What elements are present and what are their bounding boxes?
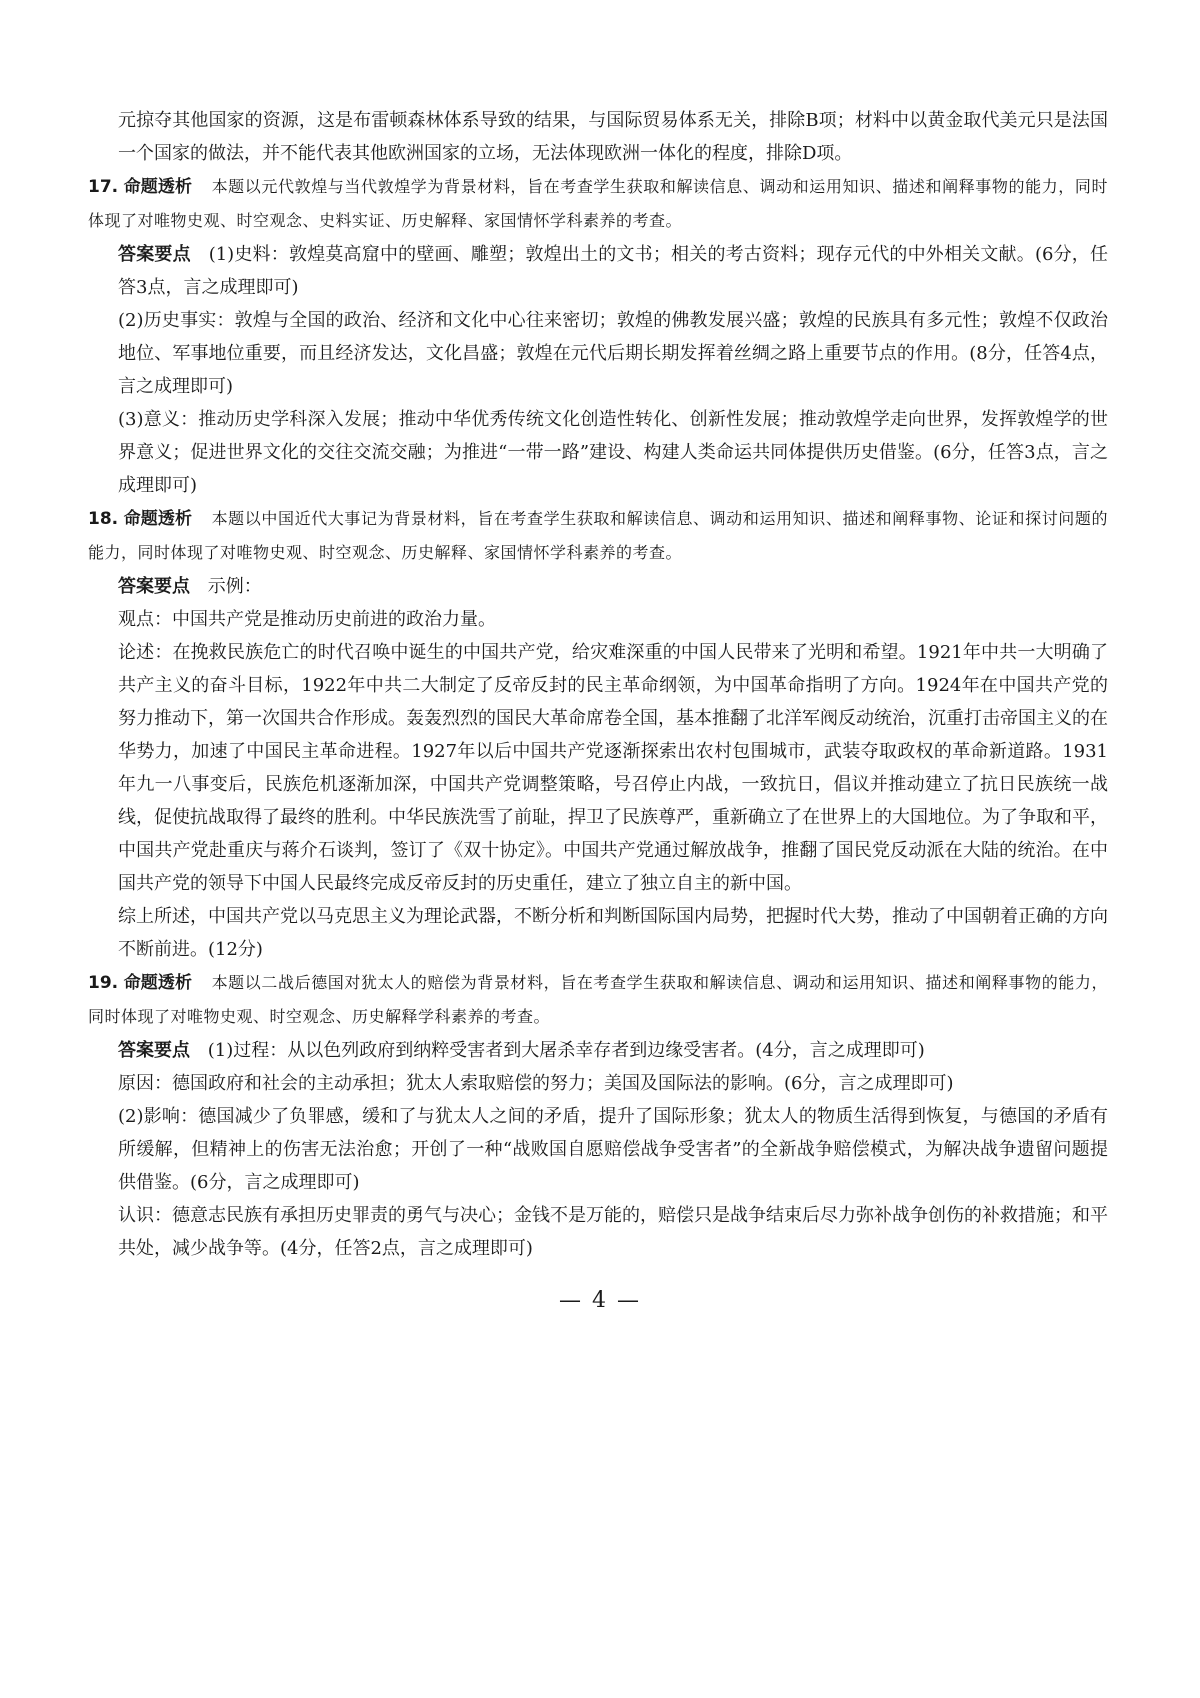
question-analysis — [88, 170, 1108, 238]
answer-paragraph: 论述：在挽救民族危亡的时代召唤中诞生的中国共产党，给灾难深重的中国人民带来了光明和希望。1921年中共一大明确了共产主义的奋斗目标，1922年中共二大制定了反帝反封的民主革命纲领，为中国革命指明了方向。1924年在中国共产党的努力推动下，第一次国共合作形成。轰轰烈烈的国民大革命席卷全国，基本推翻了北洋军阀反动统治，沉重打击帝国主义的在华势力，加速了中国民主革命进程。1927年以后中国共产党逐渐探索出农村包围城市，武装夺取政权的革命新道路。1931年九一八事变后，民族危机逐渐加深，中国共产党调整策略，号召停止内战，一致抗日，倡议并推动建立了抗日民族统一战线，促使抗战取得了最终的胜利。中华民族洗雪了前耻，捍卫了民族尊严，重新确立了在世界上的大国地位。为了争取和平，中国共产党赴重庆与蒋介石谈判，签订了《双十协定》。中国共产党通过解放战争，推翻了国民党反动派在大陆的统治。在中国共产党的领导下中国人民最终完成反帝反封的历史重任，建立了独立自主的新中国。 — [118, 642, 1108, 894]
question-18 — [88, 502, 1108, 966]
analysis-text: 本题以中国近代大事记为背景材料，旨在考查学生获取和解读信息、调动和运用知识、描述和阐释事物、论证和探讨问题的能力，同时体现了对唯物史观、时空观念、历史解释、家国情怀学科素养的考查。 — [88, 509, 1109, 562]
answer-label: 答案要点 — [118, 1040, 190, 1061]
analysis-text: 本题以元代敦煌与当代敦煌学为背景材料，旨在考查学生获取和解读信息、调动和运用知识、描述和阐释事物的能力，同时体现了对唯物史观、时空观念、史料实证、历史解释、家国情怀学科素养的考查。 — [88, 177, 1109, 230]
intro-paragraph: 元掠夺其他国家的资源，这是布雷顿森林体系导致的结果，与国际贸易体系无关，排除B项；材料中以黄金取代美元只是法国一个国家的做法，并不能代表其他欧洲国家的立场，无法体现欧洲一体化的程度，排除D项。 — [118, 110, 1108, 164]
question-19 — [88, 966, 1108, 1265]
question-number: 18. — [88, 509, 119, 529]
question-17 — [88, 170, 1108, 502]
answer-paragraph: (3)意义：推动历史学科深入发展；推动中华优秀传统文化创造性转化、创新性发展；推动敦煌学走向世界，发挥敦煌学的世界意义；促进世界文化的交往交流交融；为推进“一带一路”建设、构建人类命运共同体提供历史借鉴。(6分，任答3点，言之成理即可) — [118, 409, 1108, 496]
analysis-label: 命题透析 — [123, 177, 193, 197]
answer-paragraph: (2)影响：德国减少了负罪感，缓和了与犹太人之间的矛盾，提升了国际形象；犹太人的物质生活得到恢复，与德国的矛盾有所缓解，但精神上的伤害无法治愈；开创了一种“战败国自愿赔偿战争受害者”的全新战争赔偿模式，为解决战争遗留问题提供借鉴。(6分，言之成理即可) — [118, 1106, 1108, 1193]
answer-paragraph — [88, 238, 1108, 304]
answer-label: 答案要点 — [118, 576, 190, 597]
answer-paragraph: 观点：中国共产党是推动历史前进的政治力量。 — [118, 609, 496, 630]
answer-label: 答案要点 — [118, 244, 191, 265]
question-number: 19. — [88, 973, 119, 993]
answer-paragraph: (2)历史事实：敦煌与全国的政治、经济和文化中心往来密切；敦煌的佛教发展兴盛；敦煌的民族具有多元性；敦煌不仅政治地位、军事地位重要，而且经济发达，文化昌盛；敦煌在元代后期长期发挥着丝绸之路上重要节点的作用。(8分，任答4点，言之成理即可) — [118, 310, 1108, 397]
analysis-label: 命题透析 — [123, 509, 193, 529]
question-analysis — [88, 966, 1108, 1034]
answer-paragraph: 综上所述，中国共产党以马克思主义为理论武器，不断分析和判断国际国内局势，把握时代大势，推动了中国朝着正确的方向不断前进。(12分) — [118, 906, 1108, 960]
analysis-text: 本题以二战后德国对犹太人的赔偿为背景材料，旨在考查学生获取和解读信息、调动和运用知识、描述和阐释事物的能力，同时体现了对唯物史观、时空观念、历史解释学科素养的考查。 — [88, 973, 1109, 1026]
question-number: 17. — [88, 177, 119, 197]
page-number: — 4 — — [559, 1288, 641, 1313]
answer-text: (1)过程：从以色列政府到纳粹受害者到大屠杀幸存者到边缘受害者。(4分，言之成理即可) — [207, 1040, 925, 1061]
answer-text: (1)史料：敦煌莫高窟中的壁画、雕塑；敦煌出土的文书；相关的考古资料；现存元代的中外相关文献。(6分，任答3点，言之成理即可) — [118, 244, 1108, 298]
analysis-label: 命题透析 — [123, 973, 193, 993]
answer-paragraph: 原因：德国政府和社会的主动承担；犹太人索取赔偿的努力；美国及国际法的影响。(6分，言之成理即可) — [118, 1073, 954, 1094]
answer-paragraph — [88, 1034, 1108, 1067]
answer-text: 示例： — [207, 576, 262, 597]
document-page — [88, 104, 1108, 1265]
answer-paragraph — [88, 570, 1108, 603]
question-analysis — [88, 502, 1108, 570]
answer-paragraph: 认识：德意志民族有承担历史罪责的勇气与决心；金钱不是万能的，赔偿只是战争结束后尽力弥补战争创伤的补救措施；和平共处，减少战争等。(4分，任答2点，言之成理即可) — [118, 1205, 1108, 1259]
